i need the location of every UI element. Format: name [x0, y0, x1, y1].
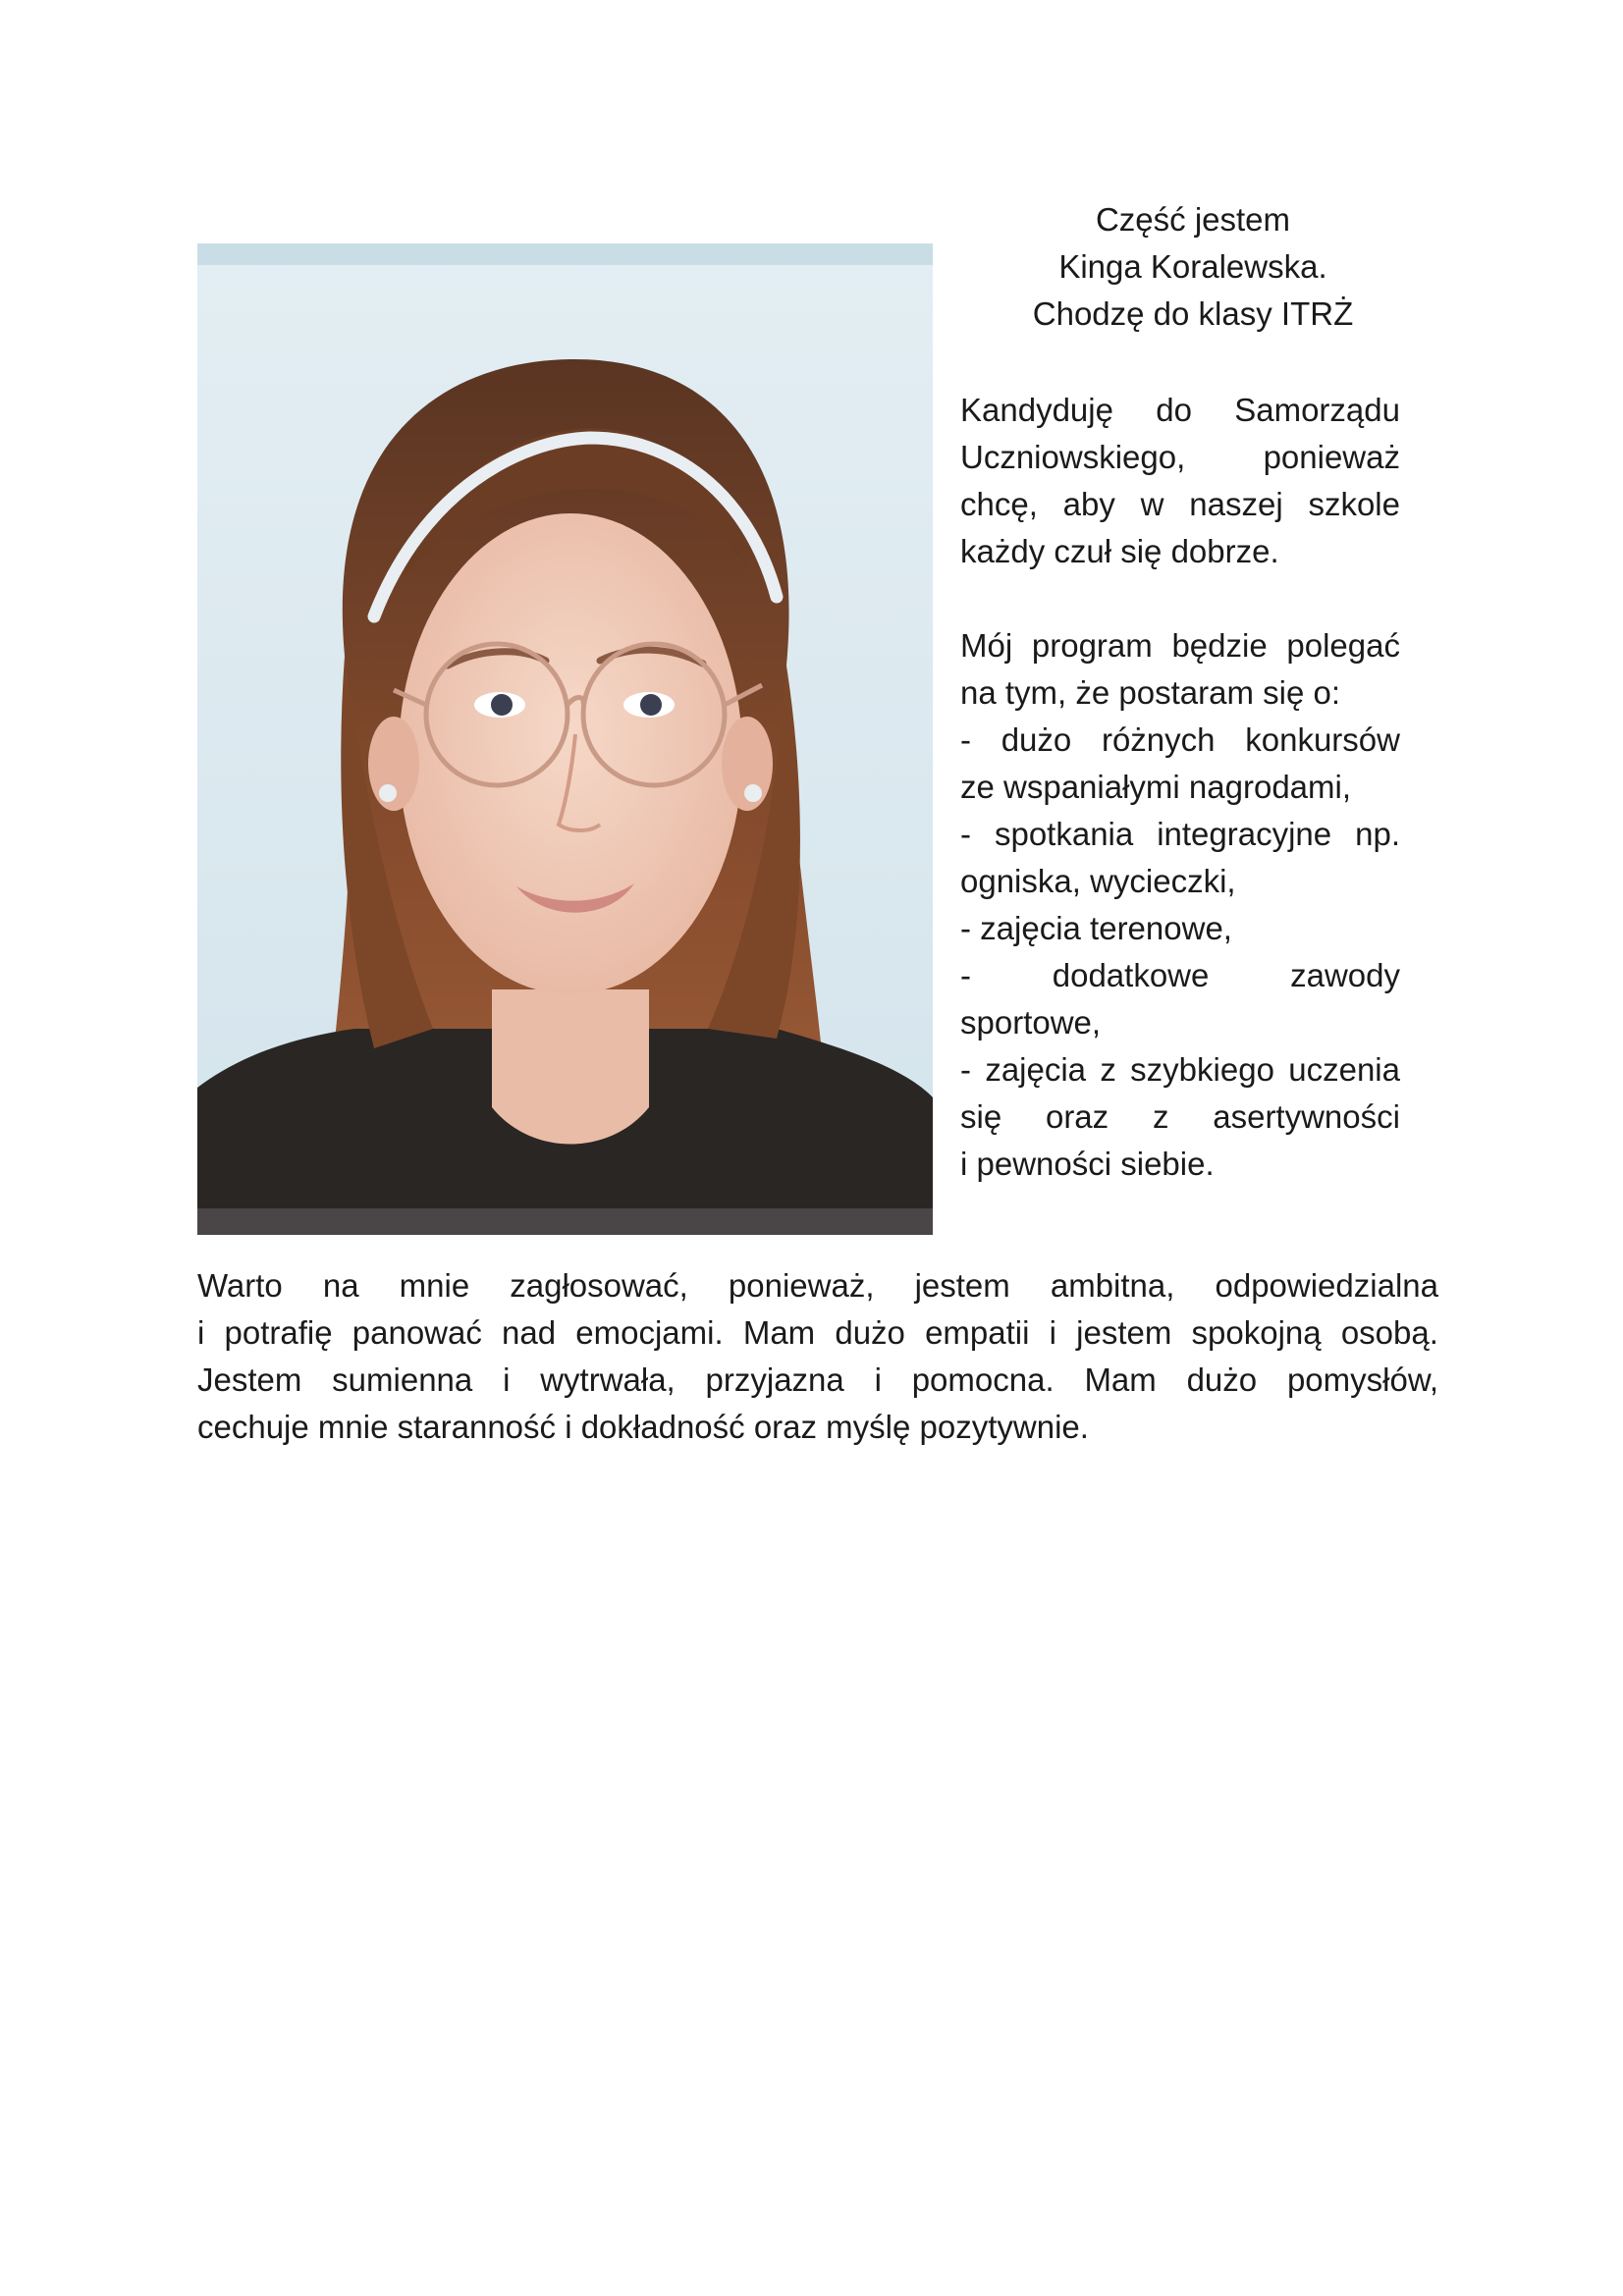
text-line: sportowe, [960, 1004, 1102, 1041]
word: przyjazna [705, 1362, 844, 1398]
word: panować [352, 1314, 482, 1351]
text-line [960, 1094, 1400, 1141]
word: jestem [1076, 1314, 1172, 1351]
word: Mój [960, 627, 1013, 664]
word: - [960, 721, 971, 758]
word: spokojną [1191, 1314, 1322, 1351]
word: dużo [1186, 1362, 1258, 1398]
intro-line-class: Chodzę do klasy ITRŻ [1032, 295, 1354, 332]
word: Mam [1084, 1362, 1157, 1398]
word: odpowiedzialna [1215, 1267, 1438, 1304]
word: asertywności [1213, 1098, 1400, 1135]
word: będzie [1171, 627, 1268, 664]
word: mnie [399, 1267, 470, 1304]
intro-block [962, 196, 1424, 338]
word: osobą. [1340, 1314, 1438, 1351]
word: szybkiego [1130, 1051, 1274, 1088]
word: z [1100, 1051, 1116, 1088]
word: wytrwała, [540, 1362, 676, 1398]
text-line [960, 717, 1400, 764]
text-line [197, 1262, 1438, 1309]
word: dużo [835, 1314, 905, 1351]
word: dodatkowe [1052, 957, 1210, 993]
text-line [960, 1046, 1400, 1094]
text-line [197, 1309, 1438, 1357]
word: oraz [1045, 1098, 1109, 1135]
text-line [960, 387, 1400, 434]
text-line [960, 952, 1400, 999]
text-line: na tym, że postaram się o: [960, 674, 1340, 711]
candidate-photo [197, 243, 933, 1235]
word: ponieważ, [728, 1267, 875, 1304]
text-line [960, 811, 1400, 858]
word: ambitna, [1050, 1267, 1175, 1304]
portrait-image [197, 243, 933, 1235]
word: zagłosować, [510, 1267, 688, 1304]
closing-paragraph [197, 1262, 1438, 1451]
word: Warto [197, 1267, 283, 1304]
word: - [960, 816, 971, 852]
word: nad [502, 1314, 557, 1351]
word: polegać [1286, 627, 1400, 664]
text-line: ze wspaniałymi nagrodami, [960, 769, 1352, 805]
word: jestem [914, 1267, 1010, 1304]
word: - [960, 1051, 971, 1088]
word: do [1156, 392, 1192, 428]
text-line [960, 481, 1400, 528]
word: sumienna [332, 1362, 473, 1398]
word: i [1049, 1314, 1056, 1351]
text-line: każdy czuł się dobrze. [960, 533, 1279, 569]
candidacy-reason-paragraph [960, 387, 1400, 575]
word: pomocna. [911, 1362, 1055, 1398]
word: konkursów [1245, 721, 1400, 758]
word: - [960, 957, 971, 993]
word: się [960, 1098, 1002, 1135]
word: Jestem [197, 1362, 302, 1398]
word: ponieważ [1263, 439, 1400, 475]
word: emocjami. [575, 1314, 724, 1351]
text-line [960, 434, 1400, 481]
word: zawody [1290, 957, 1400, 993]
word: pomysłów, [1286, 1362, 1438, 1398]
word: uczenia [1288, 1051, 1400, 1088]
intro-line-name: Kinga Koralewska. [1058, 248, 1327, 285]
word: Mam [742, 1314, 816, 1351]
text-line: cechuje mnie staranność i dokładność oraz myślę pozytywnie. [197, 1409, 1089, 1445]
text-line [197, 1357, 1438, 1404]
word: szkole [1308, 486, 1400, 522]
word: spotkania [994, 816, 1134, 852]
word: integracyjne [1157, 816, 1332, 852]
word: i [197, 1314, 205, 1351]
word: Kandyduję [960, 392, 1113, 428]
word: program [1031, 627, 1153, 664]
text-line: ogniska, wycieczki, [960, 863, 1236, 899]
word: różnych [1101, 721, 1216, 758]
intro-line-greeting: Część jestem [1095, 201, 1291, 238]
word: w [1140, 486, 1164, 522]
text-line [960, 622, 1400, 669]
word: i [503, 1362, 511, 1398]
word: Uczniowskiego, [960, 439, 1186, 475]
word: empatii [925, 1314, 1030, 1351]
word: aby [1062, 486, 1115, 522]
program-paragraph [960, 622, 1400, 1188]
word: naszej [1189, 486, 1283, 522]
word: i [874, 1362, 882, 1398]
word: zajęcia [985, 1051, 1087, 1088]
word: np. [1355, 816, 1400, 852]
word: potrafię [224, 1314, 333, 1351]
text-line: i pewności siebie. [960, 1146, 1215, 1182]
word: chcę, [960, 486, 1038, 522]
word: na [322, 1267, 359, 1304]
word: Samorządu [1234, 392, 1400, 428]
text-line: - zajęcia terenowe, [960, 910, 1232, 946]
word: z [1152, 1098, 1169, 1135]
word: dużo [1001, 721, 1072, 758]
